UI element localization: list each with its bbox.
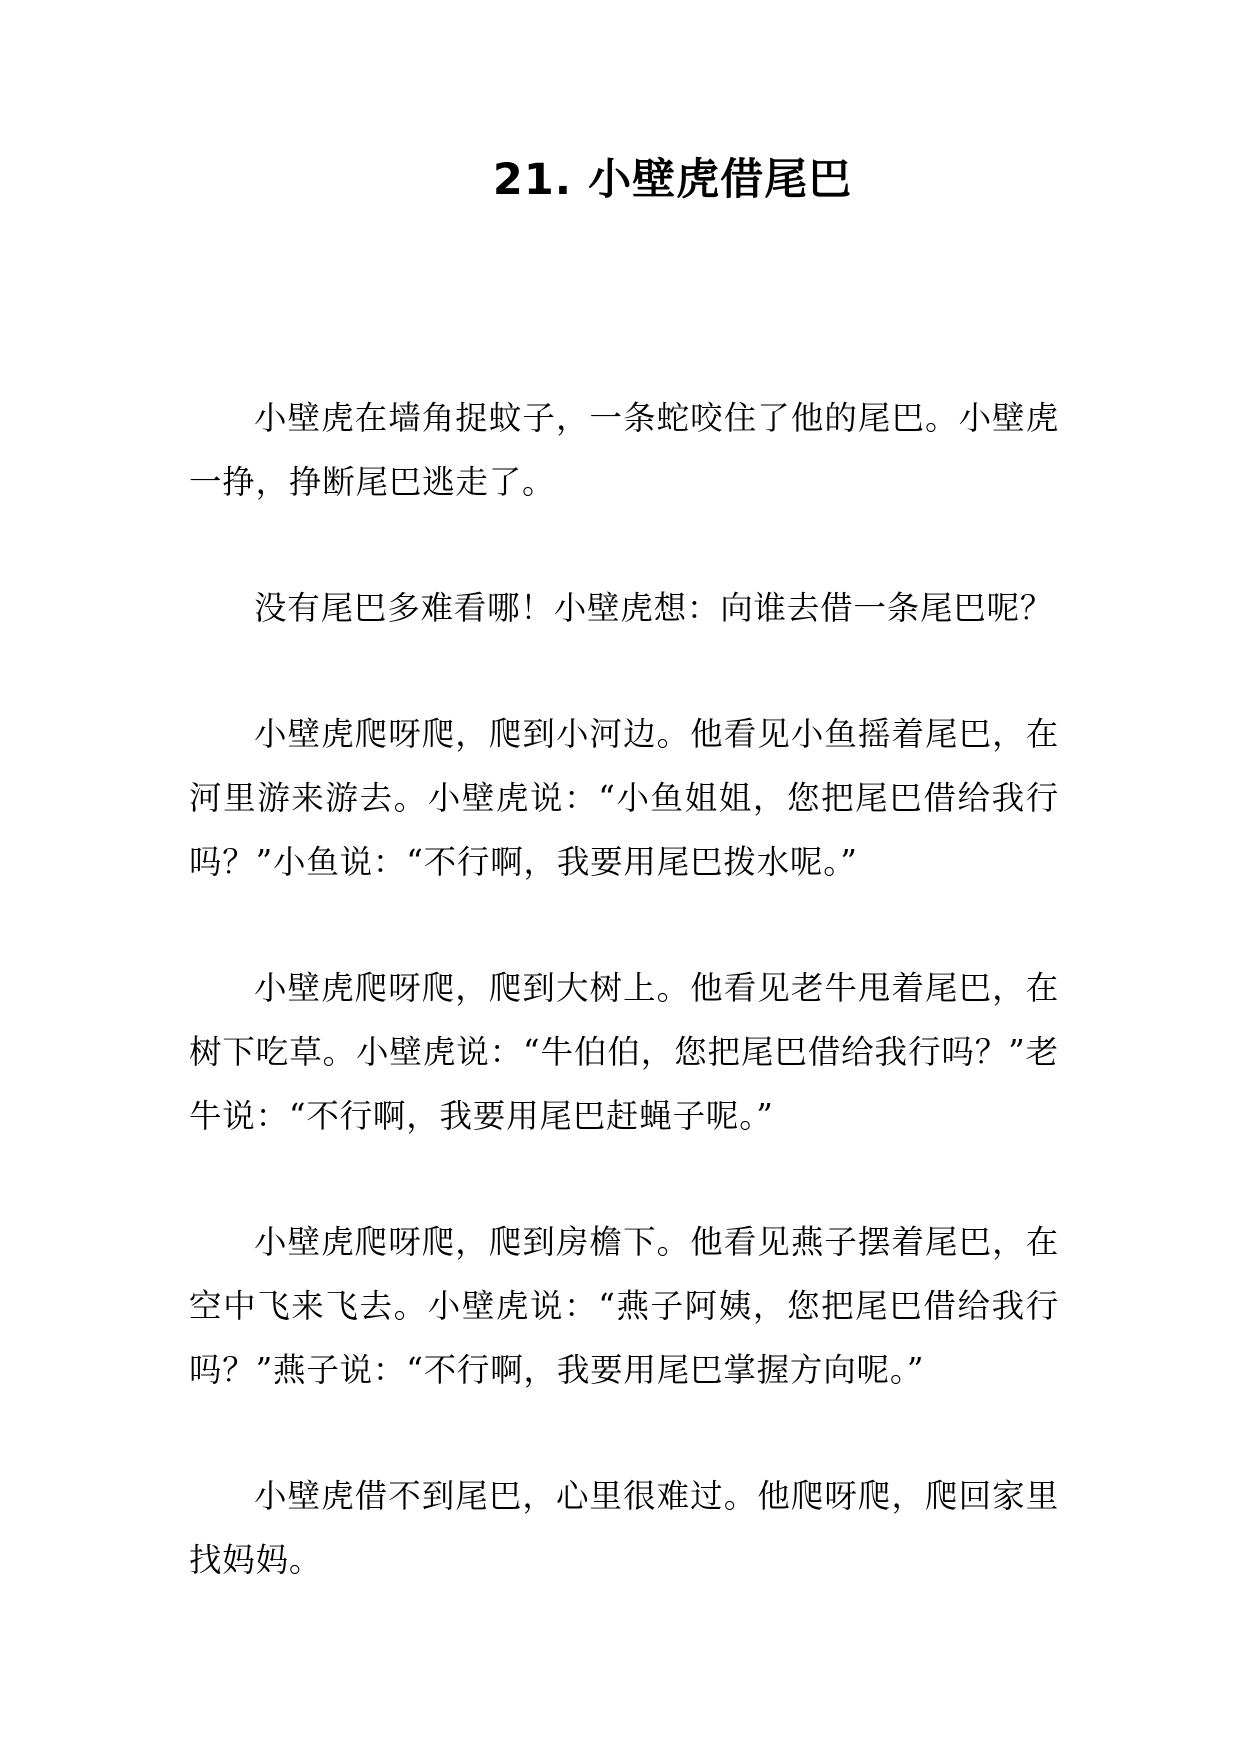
paragraph-3: 小壁虎爬呀爬，爬到小河边。他看见小鱼摇着尾巴，在河里游来游去。小壁虎说：“小鱼姐姐，您把尾巴借给我行吗？”小鱼说：“不行啊，我要用尾巴拨水呢。” [189,715,1059,881]
paragraph-2: 没有尾巴多难看哪！小壁虎想：向谁去借一条尾巴呢？ [254,589,1054,627]
paragraph-4: 小壁虎爬呀爬，爬到大树上。他看见老牛甩着尾巴，在树下吃草。小壁虎说：“牛伯伯，您把尾巴借给我行吗？”老牛说：“不行啊，我要用尾巴赶蝇子呢。” [189,969,1059,1135]
paragraph-5: 小壁虎爬呀爬，爬到房檐下。他看见燕子摆着尾巴，在空中飞来飞去。小壁虎说：“燕子阿姨，您把尾巴借给我行吗？”燕子说：“不行啊，我要用尾巴掌握方向呢。” [189,1223,1059,1389]
story-body [189,386,1059,1654]
paragraph-6: 小壁虎借不到尾巴，心里很难过。他爬呀爬，爬回家里找妈妈。 [189,1477,1059,1579]
document-title [0,150,1241,210]
paragraph-1: 小壁虎在墙角捉蚊子，一条蛇咬住了他的尾巴。小壁虎一挣，挣断尾巴逃走了。 [189,399,1059,501]
title-text: 21. 小壁虎借尾巴 [492,155,853,205]
